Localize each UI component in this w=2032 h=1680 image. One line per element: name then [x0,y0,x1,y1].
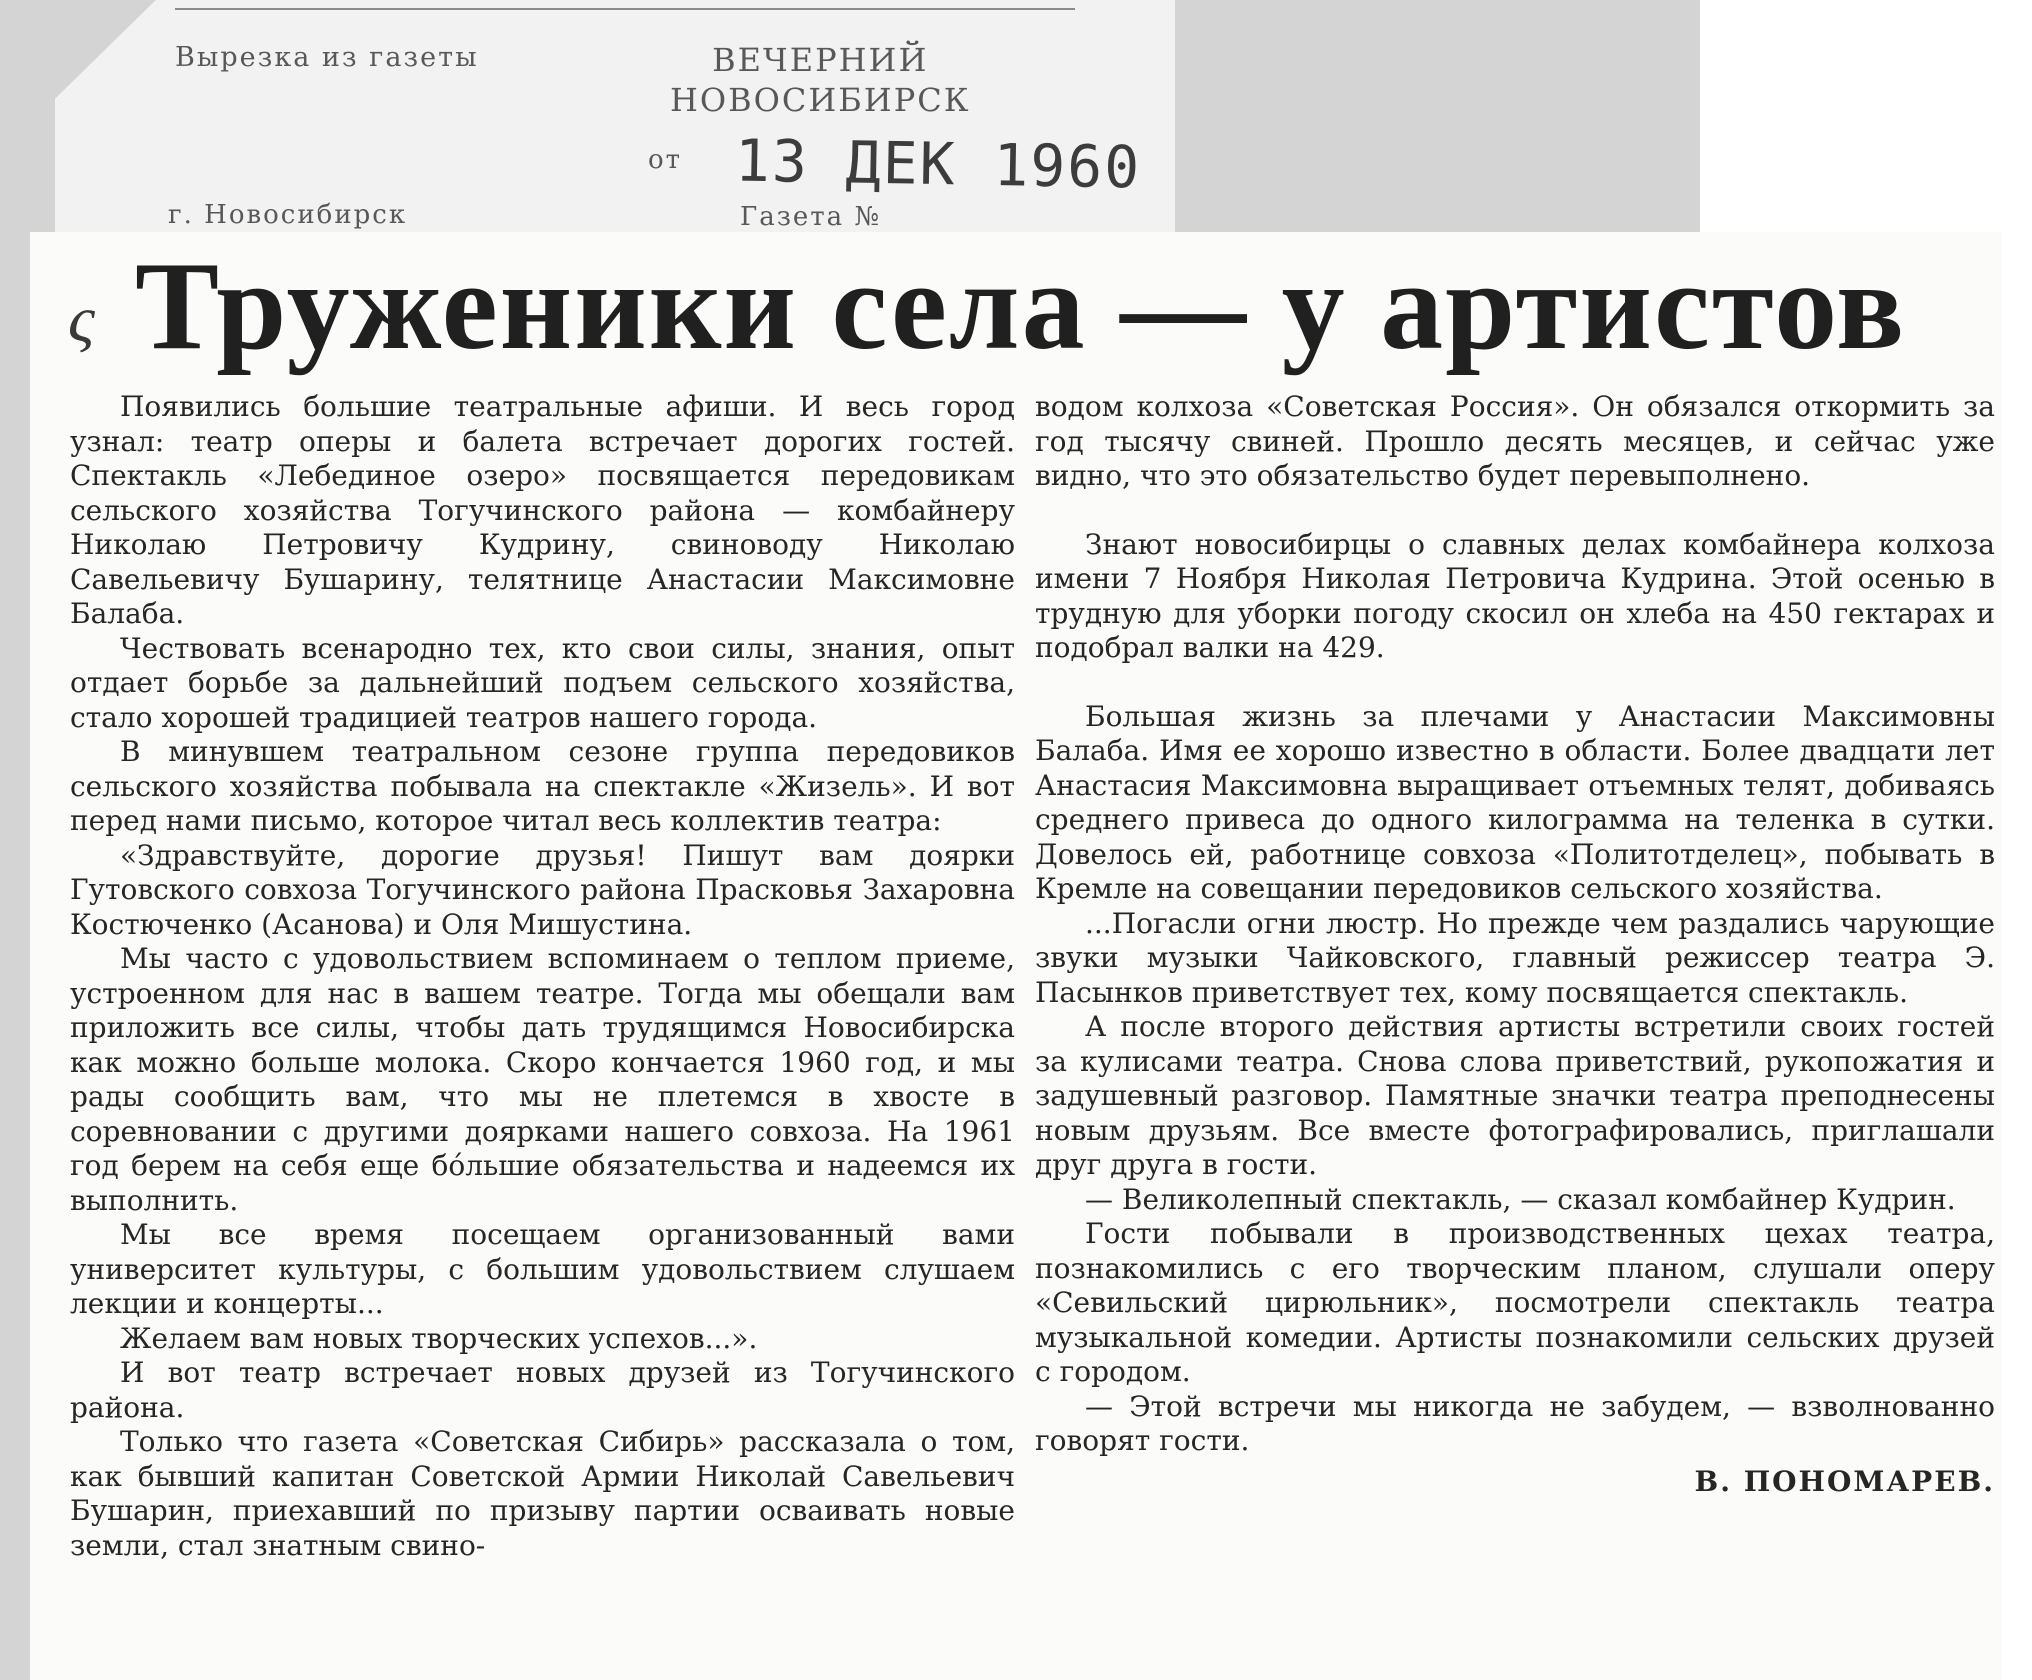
paragraph: В минувшем театральном сезоне группа передовиков сельского хозяйства побывала на спектакле «Жизель». И вот перед нами письмо, которое читал весь коллектив театра: [70,735,1015,837]
paragraph: «Здравствуйте, дорогие друзья! Пишут вам доярки Гутовского совхоза Тогучинского района Прасковья Захаровна Костюченко (Асанова) и Оля Мишустина. [70,838,1015,941]
slip-top-rule [175,8,1075,10]
paragraph: Знают новосибирцы о славных делах комбайнера колхоза имени 7 Ноября Николая Петровича Кудрина. Этой осенью в трудную для уборки погоду скосил он хлеба на 450 гектарах и подобрал валки на 429. [1035,527,1995,664]
article-column-left [70,390,1015,1563]
author-byline: В. ПОНОМАРЕВ. [1694,1464,1995,1498]
article-column-right [1035,390,1995,1499]
handwritten-margin-mark: ς [68,283,95,356]
issue-number-label: Газета № [740,202,882,232]
city-label: г. Новосибирск [168,200,408,230]
clipping-source-label: Вырезка из газеты [175,42,479,73]
date-prefix: от [648,145,683,175]
paragraph: — Этой встречи мы никогда не забудем, — взволнованно говорят гости. [1035,1389,1995,1457]
newspaper-name: ВЕЧЕРНИЙ НОВОСИБИРСК [670,41,971,119]
date-stamp: 13 ДЕК 1960 [734,126,1142,202]
paragraph: Чествовать всенародно тех, кто свои силы, знания, опыт отдает борьбе за дальнейший подъем сельского хозяйства, стало хорошей традицией театров нашего города. [70,631,1015,734]
article-headline: Труженики села — у артистов [135,237,1907,376]
paragraph: ...Погасли огни люстр. Но прежде чем раздались чарующие звуки музыки Чайковского, главный режиссер театра Э. Пасынков приветствует тех, кому посвящается спектакль. [1035,906,1995,1009]
paragraph: Мы все время посещаем организованный вами университет культуры, с большим удовольствием слушаем лекции и концерты... [70,1218,1015,1320]
paragraph: Только что газета «Советская Сибирь» рассказала о том, как бывший капитан Советской Армии Николай Савельевич Бушарин, приехавший по призыву партии осваивать новые земли, стал знатным свино- [70,1425,1015,1562]
paragraph: А после второго действия артисты встретили своих гостей за кулисами театра. Снова слова приветствий, рукопожатия и задушевный разговор. Памятные значки театра преподнесены новым друзьям. Все вместе фотографировались, приглашали друг друга в гости. [1035,1010,1995,1181]
paragraph: И вот театр встречает новых друзей из Тогучинского района. [70,1356,1015,1424]
paragraph: водом колхоза «Советская Россия». Он обязался откормить за год тысячу свиней. Прошло десять месяцев, и сейчас уже видно, что это обязательство будет перевыполнено. [1035,390,1995,492]
paragraph: Мы часто с удовольствием вспоминаем о теплом приеме, устроенном для нас в вашем театре. Тогда мы обещали вам приложить все силы, чтобы дать трудящимся Новосибирска как можно больше молока. Скоро кончается 1960 год, и мы рады сообщить вам, что мы не плетемся в хвосте в соревновании с другими доярками нашего совхоза. На 1961 год берем на себя еще бóльшие обязательства и надеемся их выполнить. [70,942,1015,1217]
paragraph: — Великолепный спектакль, — сказал комбайнер Кудрин. [1085,1182,1956,1216]
paragraph: Большая жизнь за плечами у Анастасии Максимовны Балаба. Имя ее хорошо известно в области. Более двадцати лет Анастасия Максимовна выращивает отъемных телят, добиваясь среднего привеса до одного килограмма на теленка в сутки. Довелось ей, работнице совхоза «Политотделец», побывать в Кремле на совещании передовиков сельского хозяйства. [1035,699,1995,905]
paragraph: Гости побывали в производственных цехах театра, познакомились с его творческим планом, слушали оперу «Севильский цирюльник», посмотрели спектакль театра музыкальной комедии. Артисты познакомили сельских друзей с городом. [1035,1217,1995,1388]
article-clipping [30,232,2002,1680]
paragraph: Желаем вам новых творческих успехов...». [120,1321,758,1355]
paragraph: Появились большие театральные афиши. И весь город узнал: театр оперы и балета встречает дорогих гостей. Спектакль «Лебединое озеро» посвящается передовикам сельского хозяйства Тогучинского района — комбайнеру Николаю Петровичу Кудрину, свиноводу Николаю Савельевичу Бушарину, телятнице Анастасии Максимовне Балаба. [70,390,1015,630]
